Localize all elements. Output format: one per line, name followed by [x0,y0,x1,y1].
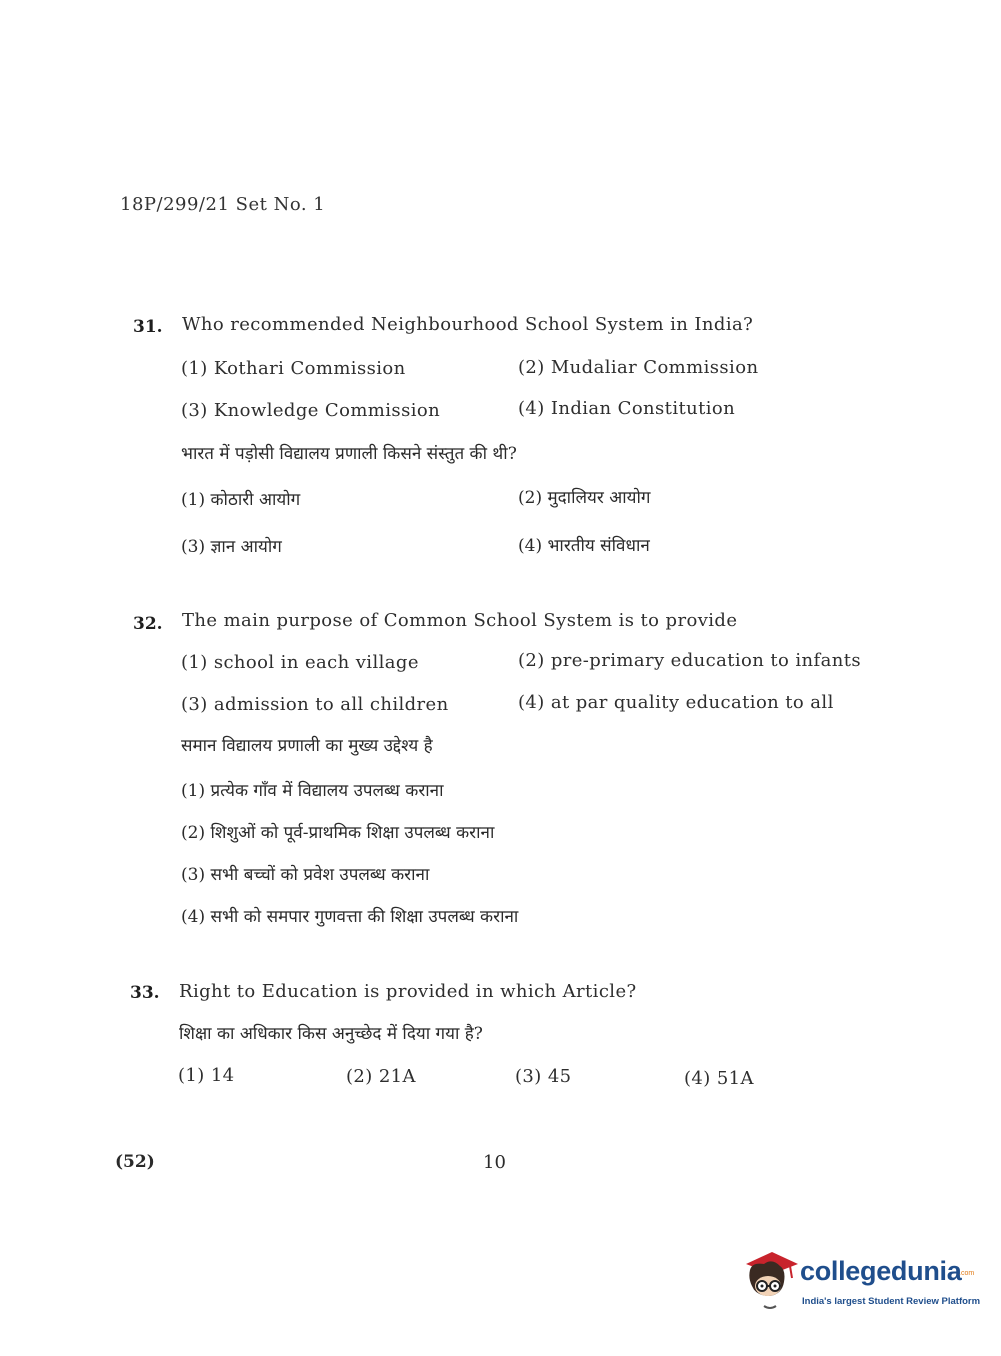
question-31-option-2-en: (2) Mudaliar Commission [518,357,759,378]
question-32-option-1-hi: (1) प्रत्येक गाँव में विद्यालय उपलब्ध कराना [181,781,444,801]
collegedunia-logo [742,1248,981,1320]
question-32-option-3-en: (3) admission to all children [181,694,449,715]
question-32-text-hi: समान विद्यालय प्रणाली का मुख्य उद्देश्य है [181,736,433,756]
question-33-number: 33. [130,983,160,1003]
question-31-option-3-en: (3) Knowledge Commission [181,400,441,421]
question-32-option-2-en: (2) pre-primary education to infants [518,650,861,671]
question-32-option-4-en: (4) at par quality education to all [518,692,834,713]
set-header: 18P/299/21 Set No. 1 [120,194,326,215]
page-number: 10 [483,1152,506,1173]
collegedunia-mascot-icon [742,1248,798,1312]
footer-code: (52) [115,1152,155,1172]
question-31-text-en: Who recommended Neighbourhood School System in India? [182,314,754,335]
question-33-option-3: (3) 45 [515,1066,572,1087]
question-32-option-2-hi: (2) शिशुओं को पूर्व-प्राथमिक शिक्षा उपलब्ध कराना [181,823,495,843]
question-33-option-2: (2) 21A [346,1066,416,1087]
question-31-option-1-hi: (1) कोठारी आयोग [181,490,301,510]
logo-domain-suffix: .com [959,1270,975,1277]
question-31-option-4-en: (4) Indian Constitution [518,398,736,419]
question-32-text-en: The main purpose of Common School System is to provide [182,610,738,631]
question-31-option-3-hi: (3) ज्ञान आयोग [181,537,282,557]
question-32-option-1-en: (1) school in each village [181,652,419,673]
logo-tagline: India's largest Student Review Platform [802,1296,981,1307]
question-31-option-2-hi: (2) मुदालियर आयोग [518,488,651,508]
question-31-option-4-hi: (4) भारतीय संविधान [518,536,650,556]
question-31-text-hi: भारत में पड़ोसी विद्यालय प्रणाली किसने संस्तुत की थी? [181,444,517,464]
question-31-number: 31. [133,317,163,337]
question-32-option-3-hi: (3) सभी बच्चों को प्रवेश उपलब्ध कराना [181,865,430,885]
question-33-text-en: Right to Education is provided in which Article? [179,981,637,1002]
question-32-number: 32. [133,614,163,634]
question-31-option-1-en: (1) Kothari Commission [181,358,406,379]
question-33-option-1: (1) 14 [178,1065,235,1086]
question-32-option-4-hi: (4) सभी को समपार गुणवत्ता की शिक्षा उपलब्ध कराना [181,907,519,927]
question-33-option-4: (4) 51A [684,1068,754,1089]
question-33-text-hi: शिक्षा का अधिकार किस अनुच्छेद में दिया गया है? [179,1024,483,1044]
logo-wordmark: collegedunia [800,1256,962,1286]
